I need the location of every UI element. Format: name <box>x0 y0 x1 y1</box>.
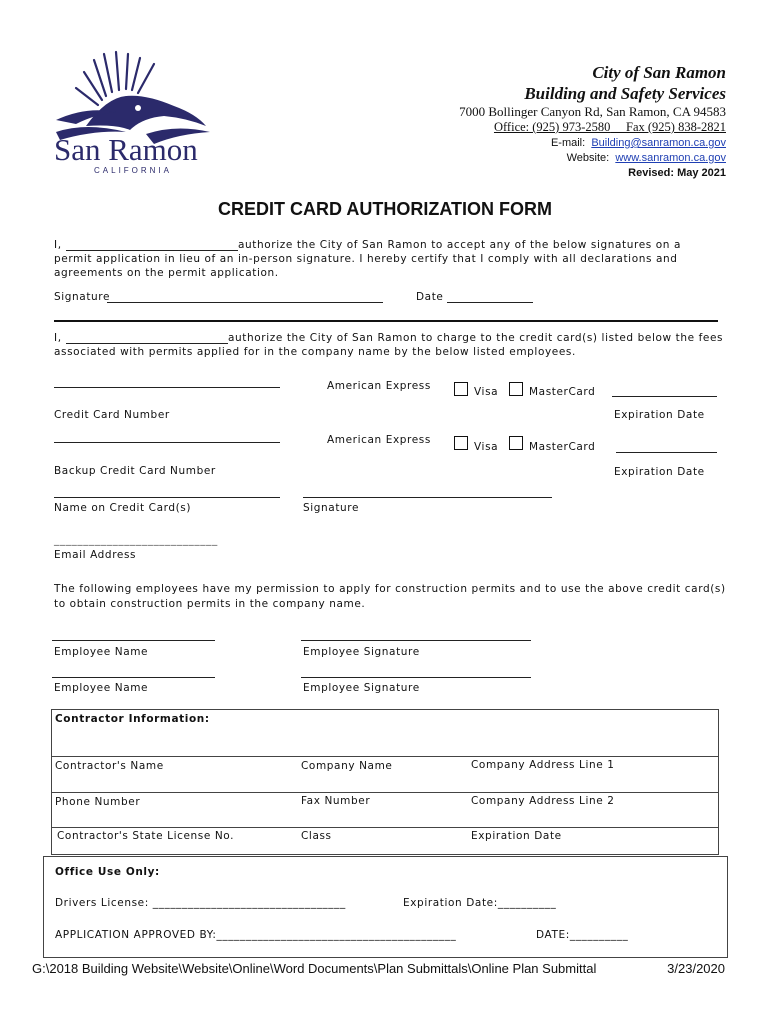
visa-checkbox-1[interactable] <box>454 382 468 396</box>
contractor-name-label: Contractor's Name <box>55 760 164 772</box>
card-signature-field[interactable] <box>303 497 552 498</box>
contractor-heading: Contractor Information: <box>55 713 210 725</box>
phone-number-label: Phone Number <box>55 796 141 808</box>
amex-label-1: American Express <box>327 380 431 392</box>
section-divider <box>54 320 718 322</box>
employee-signature-label-2: Employee Signature <box>303 682 420 694</box>
website-link[interactable]: www.sanramon.ca.gov <box>615 152 726 164</box>
website-label: Website: <box>566 152 610 164</box>
amex-label-2: American Express <box>327 434 431 446</box>
card-signature-label: Signature <box>303 502 360 514</box>
visa-label-2: Visa <box>474 441 499 453</box>
section2-text-line2: associated with permits applied for in the company name by the below listed employees. <box>54 346 576 358</box>
mastercard-label-2: MasterCard <box>529 441 596 453</box>
visa-label-1: Visa <box>474 386 499 398</box>
header-fax: Fax (925) 838-2821 <box>626 120 726 134</box>
class-label: Class <box>301 830 332 842</box>
expiration-field-1[interactable] <box>612 396 717 397</box>
office-use-heading: Office Use Only: <box>55 866 160 878</box>
backup-card-number-field[interactable] <box>54 442 280 443</box>
company-name-label: Company Name <box>301 760 393 772</box>
company-address2-label: Company Address Line 2 <box>471 795 615 807</box>
header-office: Office: (925) 973-2580 <box>493 120 611 134</box>
email-label: E-mail: <box>550 137 586 149</box>
drivers-license-field[interactable]: Drivers License: _________________________________ <box>55 897 346 909</box>
city-logo <box>46 48 216 178</box>
section2-name-field[interactable] <box>66 343 228 344</box>
employee-name-label-2: Employee Name <box>54 682 149 694</box>
expiration-label-2: Expiration Date <box>614 466 705 478</box>
header-phone-fax <box>494 120 726 135</box>
license-number-label: Contractor's State License No. <box>57 830 235 842</box>
employee-signature-label-1: Employee Signature <box>303 646 420 658</box>
section1-signature-field[interactable] <box>107 302 383 303</box>
visa-checkbox-2[interactable] <box>454 436 468 450</box>
contractor-expiration-label: Expiration Date <box>471 830 562 842</box>
name-on-card-field[interactable] <box>54 497 280 498</box>
footer-path: G:\2018 Building Website\Website\Online\Word Documents\Plan Submittals\Online Plan Submittal <box>32 961 597 976</box>
employee-signature-field-1[interactable] <box>301 640 531 641</box>
section2-text-line1: authorize the City of San Ramon to charge to the credit card(s) listed below the fees <box>228 332 724 344</box>
employee-signature-field-2[interactable] <box>301 677 531 678</box>
fax-number-label: Fax Number <box>301 795 371 807</box>
section1-text-line1: authorize the City of San Ramon to accept any of the below signatures on a <box>238 239 682 251</box>
email-address-field[interactable]: ____________________________ <box>54 534 218 546</box>
mastercard-checkbox-2[interactable] <box>509 436 523 450</box>
backup-card-number-label: Backup Credit Card Number <box>54 465 216 477</box>
employee-name-field-1[interactable] <box>52 640 215 641</box>
section1-prefix: I, <box>54 239 62 251</box>
office-date-field[interactable]: DATE:__________ <box>536 929 629 941</box>
section1-date-field[interactable] <box>447 302 533 303</box>
contractor-divider-1 <box>51 756 719 757</box>
header-department: Building and Safety Services <box>524 84 726 103</box>
footer-date: 3/23/2020 <box>667 961 725 976</box>
employee-name-field-2[interactable] <box>52 677 215 678</box>
office-expiration-field[interactable]: Expiration Date:__________ <box>403 897 557 909</box>
section1-signature-label: Signature <box>54 291 111 303</box>
section3-text-line1: The following employees have my permission to apply for construction permits and to use the above credit card(s) <box>54 583 726 595</box>
company-address1-label: Company Address Line 1 <box>471 759 615 771</box>
logo-subtext: CALIFORNIA <box>94 166 173 175</box>
approved-by-field[interactable]: APPLICATION APPROVED BY:_________________________________________ <box>55 929 457 941</box>
header-website-row <box>567 152 726 164</box>
form-title: CREDIT CARD AUTHORIZATION FORM <box>218 199 552 219</box>
section3-text-line2: to obtain construction permits in the company name. <box>54 598 366 610</box>
credit-card-number-label: Credit Card Number <box>54 409 170 421</box>
name-on-card-label: Name on Credit Card(s) <box>54 502 192 514</box>
email-address-label: Email Address <box>54 549 137 561</box>
section2-prefix: I, <box>54 332 62 344</box>
employee-name-label-1: Employee Name <box>54 646 149 658</box>
credit-card-number-field[interactable] <box>54 387 280 388</box>
mastercard-label-1: MasterCard <box>529 386 596 398</box>
contractor-divider-3 <box>51 827 719 828</box>
section1-date-label: Date <box>416 291 444 303</box>
mastercard-checkbox-1[interactable] <box>509 382 523 396</box>
logo-text: San Ramon <box>54 132 198 167</box>
section1-text-line2: permit application in lieu of an in-person signature. I hereby certify that I comply with all declarations and <box>54 253 678 265</box>
contractor-divider-2 <box>51 792 719 793</box>
section1-text-line3: agreements on the permit application. <box>54 267 279 279</box>
header-email-row <box>551 137 726 149</box>
header-address: 7000 Bollinger Canyon Rd, San Ramon, CA 94583 <box>459 104 726 119</box>
header-city: City of San Ramon <box>592 63 726 82</box>
expiration-label-1: Expiration Date <box>614 409 705 421</box>
section1-name-field[interactable] <box>66 250 238 251</box>
email-link[interactable]: Building@sanramon.ca.gov <box>591 137 726 149</box>
expiration-field-2[interactable] <box>616 452 717 453</box>
revised-date: Revised: May 2021 <box>628 167 726 179</box>
